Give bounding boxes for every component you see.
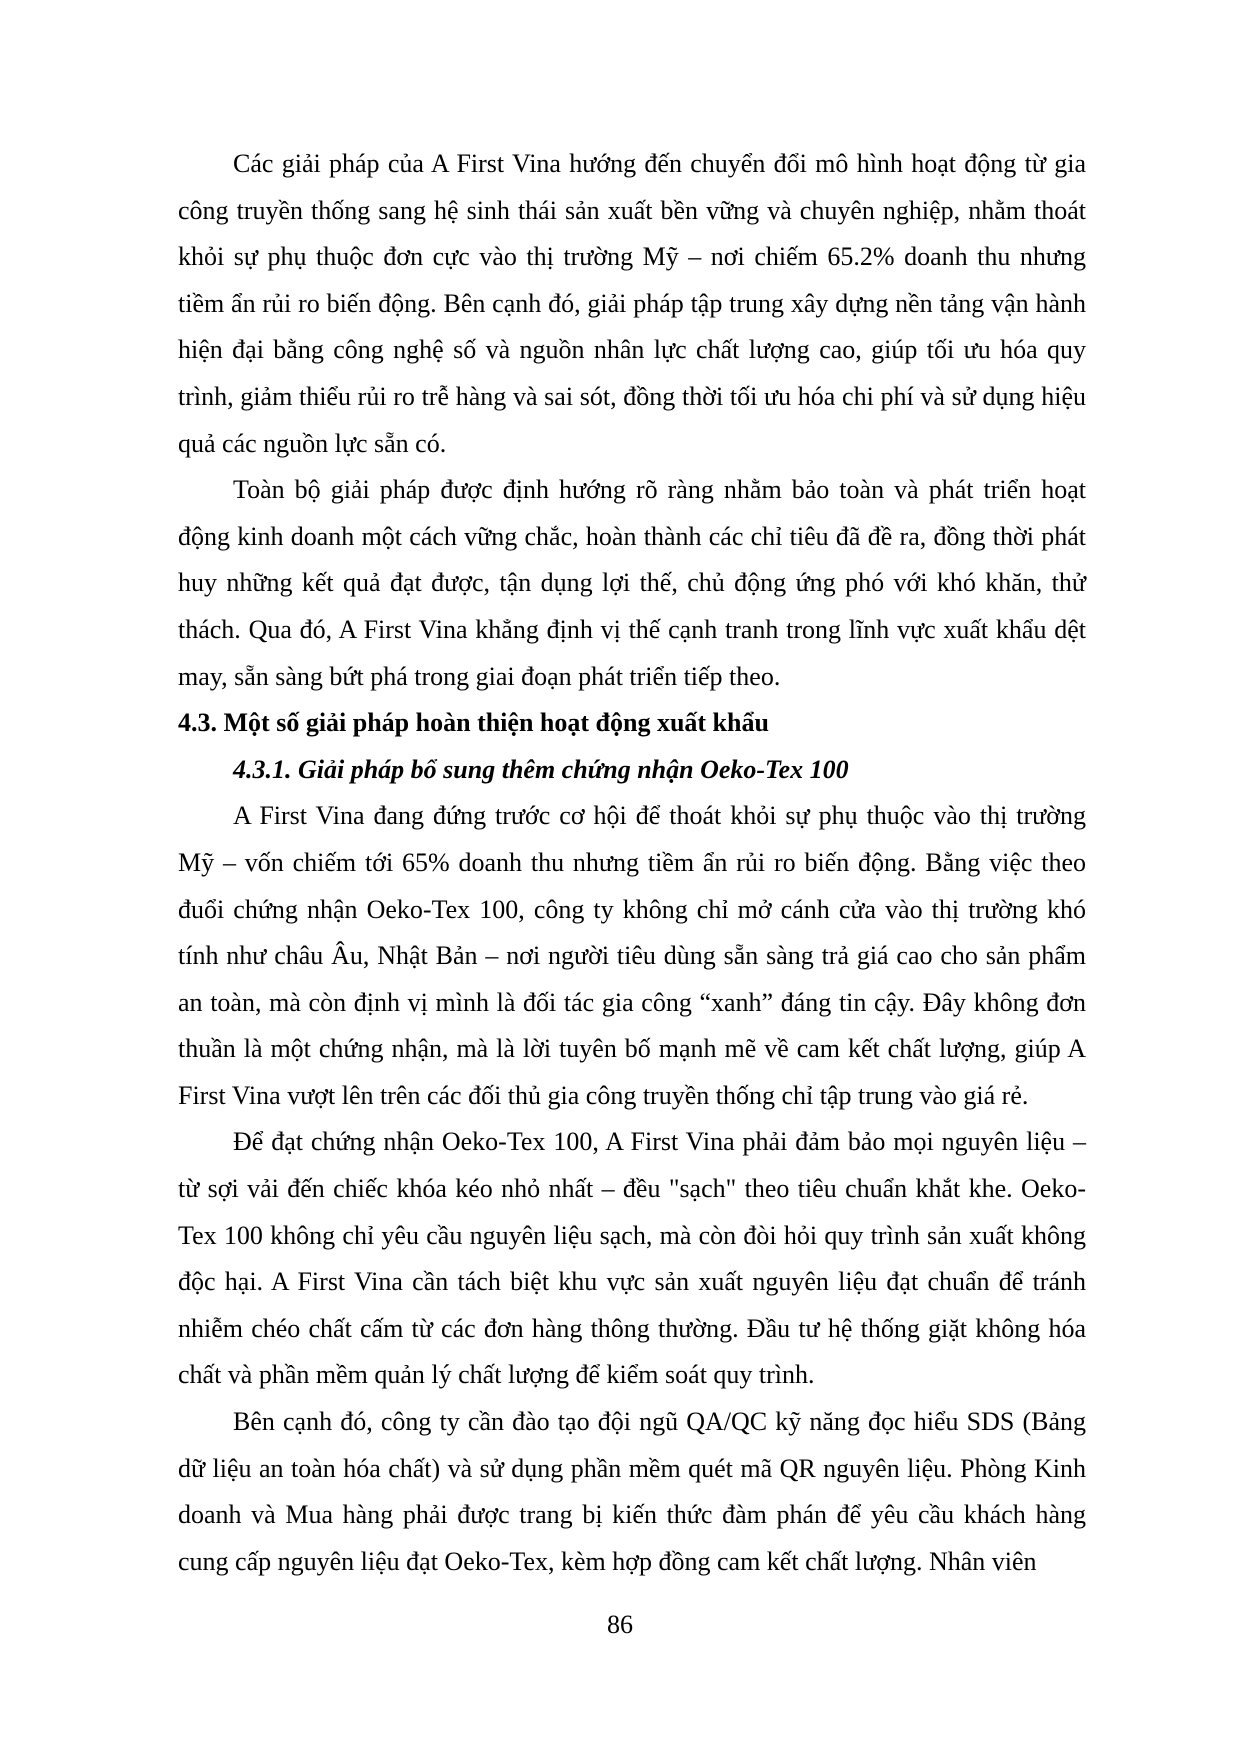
subsection-heading: 4.3.1. Giải pháp bổ sung thêm chứng nhận Oeko-Tex 100	[233, 754, 849, 784]
section-heading: 4.3. Một số giải pháp hoàn thiện hoạt động xuất khẩu	[178, 708, 769, 738]
paragraph: Để đạt chứng nhận Oeko-Tex 100, A First Vina phải đảm bảo mọi nguyên liệu – từ sợi vải đến chiếc khóa kéo nhỏ nhất – đều "sạch" theo tiêu chuẩn khắt khe. Oeko-Tex 100 không chỉ yêu cầu nguyên liệu sạch, mà còn đòi hỏi quy trình sản xuất không độc hại. A First Vina cần tách biệt khu vực sản xuất nguyên liệu đạt chuẩn để tránh nhiễm chéo chất cấm từ các đơn hàng thông thường. Đầu tư hệ thống giặt không hóa chất và phần mềm quản lý chất lượng để kiểm soát quy trình.	[178, 1127, 1086, 1390]
paragraph: Các giải pháp của A First Vina hướng đến chuyển đổi mô hình hoạt động từ gia công truyền thống sang hệ sinh thái sản xuất bền vững và chuyên nghiệp, nhằm thoát khỏi sự phụ thuộc đơn cực vào thị trường Mỹ – nơi chiếm 65.2% doanh thu nhưng tiềm ẩn rủi ro biến động. Bên cạnh đó, giải pháp tập trung xây dựng nền tảng vận hành hiện đại bằng công nghệ số và nguồn nhân lực chất lượng cao, giúp tối ưu hóa quy trình, giảm thiểu rủi ro trễ hàng và sai sót, đồng thời tối ưu hóa chi phí và sử dụng hiệu quả các nguồn lực sẵn có.	[178, 149, 1086, 458]
paragraph: Bên cạnh đó, công ty cần đào tạo đội ngũ QA/QC kỹ năng đọc hiểu SDS (Bảng dữ liệu an toàn hóa chất) và sử dụng phần mềm quét mã QR nguyên liệu. Phòng Kinh doanh và Mua hàng phải được trang bị kiến thức đàm phán để yêu cầu khách hàng cung cấp nguyên liệu đạt Oeko-Tex, kèm hợp đồng cam kết chất lượng. Nhân viên	[178, 1407, 1086, 1576]
paragraph: A First Vina đang đứng trước cơ hội để thoát khỏi sự phụ thuộc vào thị trường Mỹ – vốn chiếm tới 65% doanh thu nhưng tiềm ẩn rủi ro biến động. Bằng việc theo đuổi chứng nhận Oeko-Tex 100, công ty không chỉ mở cánh cửa vào thị trường khó tính như châu Âu, Nhật Bản – nơi người tiêu dùng sẵn sàng trả giá cao cho sản phẩm an toàn, mà còn định vị mình là đối tác gia công “xanh” đáng tin cậy. Đây không đơn thuần là một chứng nhận, mà là lời tuyên bố mạnh mẽ về cam kết chất lượng, giúp A First Vina vượt lên trên các đối thủ gia công truyền thống chỉ tập trung vào giá rẻ.	[178, 801, 1086, 1110]
document-body	[178, 141, 1086, 1585]
paragraph: Toàn bộ giải pháp được định hướng rõ ràng nhằm bảo toàn và phát triển hoạt động kinh doanh một cách vững chắc, hoàn thành các chỉ tiêu đã đề ra, đồng thời phát huy những kết quả đạt được, tận dụng lợi thế, chủ động ứng phó với khó khăn, thử thách. Qua đó, A First Vina khẳng định vị thế cạnh tranh trong lĩnh vực xuất khẩu dệt may, sẵn sàng bứt phá trong giai đoạn phát triển tiếp theo.	[178, 475, 1086, 691]
page-number: 86	[607, 1610, 633, 1639]
